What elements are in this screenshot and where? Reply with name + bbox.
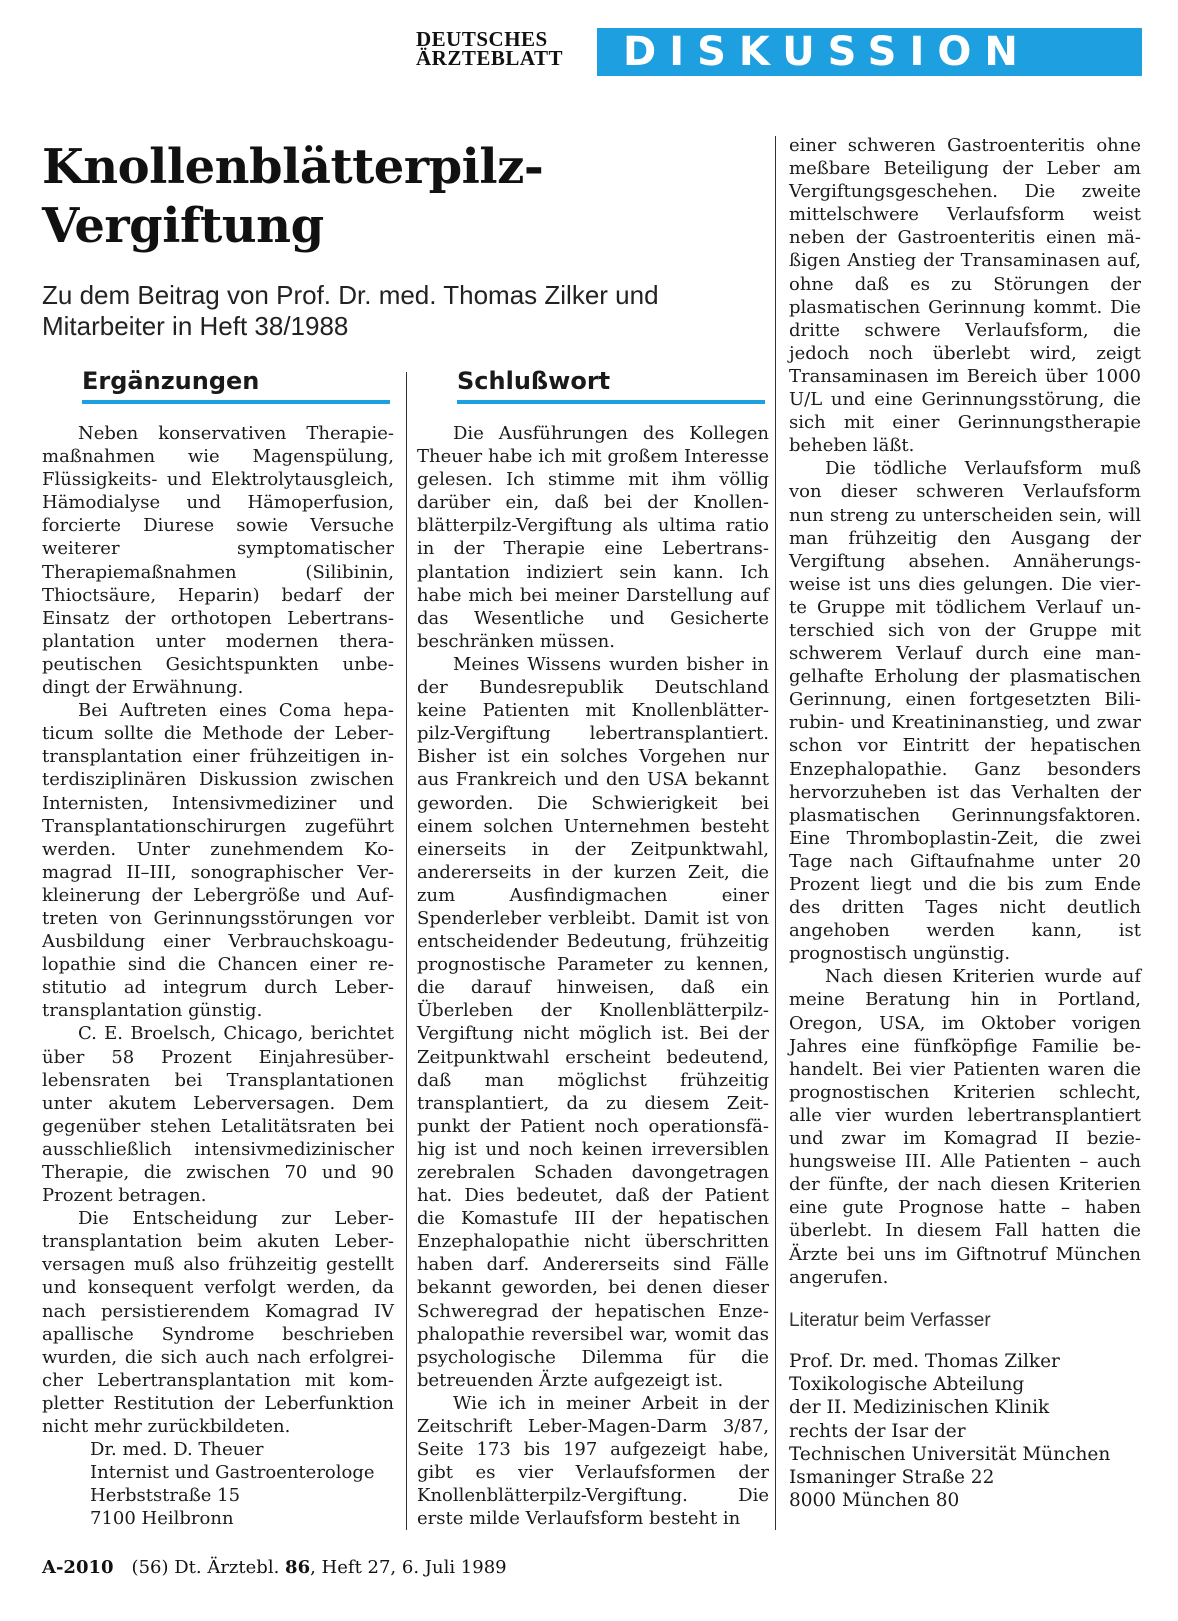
author-address <box>789 1350 1141 1513</box>
citation-suffix: , Heft 27, 6. Juli 1989 <box>310 1557 507 1578</box>
citation-prefix: (56) Dt. Ärztebl. <box>131 1557 280 1578</box>
author-signature <box>42 1438 394 1530</box>
masthead <box>416 27 563 70</box>
paragraph: Meines Wissens wurden bisher in der Bundesrepublik Deutschland keine Patienten mit Knollenblätterpilz-Vergiftung lebertransplantiert. Bisher ist ein solches Vorgehen nur aus Frankreich und den USA bekannt geworden. Die Schwierigkeit bei einem solchen Unternehmen besteht einerseits in der Zeitpunktwahl, andererseits in der kurzen Zeit, die zum Ausfindigmachen einer Spenderleber verbleibt. Damit ist von entscheidender Bedeutung, frühzeitig prognostische Parameter zu kennen, die darauf hinweisen, daß ein Überleben der Knollenblätterpilz-Vergiftung nicht möglich ist. Bei der Zeitpunktwahl erscheint bedeutend, daß man möglichst frühzeitig transplantiert, da zu diesem Zeitpunkt der Patient noch operationsfähig ist und noch keinen irreversiblen zerebralen Schaden davongetragen hat. Dies bedeutet, daß der Patient die Komastufe III der hepatischen Enzephalopathie nicht überschritten haben darf. Andererseits sind Fälle bekannt geworden, bei denen dieser Schweregrad der hepatischen Enzephalopathie reversibel war, womit das psychologische Dilemma für die betreuenden Ärzte aufgezeigt ist. <box>417 653 769 1391</box>
paragraph: Die Ausführungen des Kollegen Theuer habe ich mit großem Interesse gelesen. Ich stimme mit ihm völlig darüber ein, daß bei der Knollenblätterpilz-Vergiftung als ultima ratio in der Therapie eine Lebertransplantation indiziert sein kann. Ich habe mich bei meiner Darstellung auf das Wesentliche und Gesicherte beschränken müssen. <box>417 423 769 652</box>
address-line: rechts der Isar der <box>789 1420 966 1442</box>
signature-line: Dr. med. D. Theuer <box>90 1439 264 1461</box>
signature-line: Herbststraße 15 <box>90 1485 241 1507</box>
paragraph: Die Entscheidung zur Lebertransplantation beim akuten Leberversagen muß also frühzeitig gestellt und konsequent verfolgt werden, da nach persistierendem Komagrad IV apallische Syndrome beschrieben wurden, die sich auch nach erfolgreicher Lebertransplantation mit kompletter Restitution der Leberfunktion nicht mehr zurückbildeten. <box>42 1208 394 1438</box>
section-heading-erganzungen: Ergänzungen <box>82 366 390 404</box>
article-subtitle: Zu dem Beitrag von Prof. Dr. med. Thomas Zilker und Mitarbeiter in Heft 38/1988 <box>42 280 659 341</box>
paragraph: Nach diesen Kriterien wurde auf meine Beratung hin in Portland, Oregon, USA, im Oktober vorigen Jahres eine fünfköpfige Familie behandelt. Bei vier Patienten waren die prognostischen Kriterien schlecht, alle vier wurden lebertransplantiert und zwar im Komagrad II beziehungsweise III. Alle Patienten – auch der fünfte, der nach diesen Kriterien eine gute Prognose hatte – haben überlebt. In diesem Fall hatten die Ärzte bei uns im Giftnotruf München angerufen. <box>789 966 1141 1288</box>
literature-note: Literatur beim Verfasser <box>789 1309 991 1331</box>
column-divider <box>406 372 407 1530</box>
column-schlusswort <box>417 366 769 1531</box>
address-line: Ismaninger Straße 22 <box>789 1467 995 1489</box>
paragraph: C. E. Broelsch, Chicago, berichtet über 58 Prozent Einjahresüberlebensraten bei Transplantationen unter akutem Leberversagen. Dem gegenüber stehen Letalitätsraten bei ausschließlich intensivmedizinischer Therapie, die zwischen 70 und 90 Prozent betragen. <box>42 1023 394 1207</box>
address-line: der II. Medizinischen Klinik <box>789 1397 1050 1419</box>
page-number: A-2010 <box>42 1557 114 1578</box>
article-title: Knollenblätterpilz-Vergiftung <box>42 139 544 254</box>
paragraph-continuation: einer schweren Gastroenteritis ohne meßbare Beteiligung der Leber am Vergiftungsgeschehen. Die zweite mittelschwere Verlaufsform weist neben der Gastroenteritis einen mäßigen Anstieg der Transaminasen auf, ohne daß es zu Störungen der plasmatischen Gerinnung kommt. Die dritte schwere Verlaufsform, die jedoch noch überlebt wird, zeigt Transaminasen im Bereich über 1000 U/L und eine Gerinnungsstörung, die sich mit einer Gerinnungstherapie beheben läßt. <box>789 135 1141 457</box>
address-line: Technischen Universität München <box>789 1443 1111 1465</box>
signature-line: Internist und Gastroenterologe <box>90 1462 375 1484</box>
column-divider <box>775 136 776 1530</box>
address-line: 8000 München 80 <box>789 1490 960 1512</box>
signature-line: 7100 Heilbronn <box>90 1508 234 1530</box>
column-schlusswort-continued <box>789 134 1141 1513</box>
paragraph: Wie ich in meiner Arbeit in der Zeitschrift Leber-Magen-Darm 3/87, Seite 173 bis 197 aufgezeigt habe, gibt es vier Verlaufsformen der Knollenblätterpilz-Vergiftung. Die erste milde Verlaufsform besteht in <box>417 1392 769 1530</box>
masthead-line-2: ÄRZTEBLATT <box>416 46 563 70</box>
address-line: Prof. Dr. med. Thomas Zilker <box>789 1350 1060 1372</box>
address-line: Toxikologische Abteilung <box>789 1373 1025 1395</box>
paragraph: Die tödliche Verlaufsform muß von dieser schweren Verlaufsform nun streng zu unterscheiden sein, will man frühzeitig den Ausgang der Vergiftung absehen. Annäherungsweise ist uns dies gelungen. Die vierte Gruppe mit tödlichem Verlauf unterschied sich von der Gruppe mit schwerem Verlauf durch eine mangelhafte Erholung der plasmatischen Gerinnung, einen fortgesetzten Bilirubin- und Kreatininanstieg, und zwar schon vor Eintritt der hepatischen Enzephalopathie. Ganz besonders hervorzuheben ist das Verhalten der plasmatischen Gerinnungsfaktoren. Eine Thromboplastin-Zeit, die zwei Tage nach Giftaufnahme unter 20 Prozent liegt und die bis zum Ende des dritten Tages nicht deutlich angehoben werden kann, ist prognostisch ungünstig. <box>789 458 1141 965</box>
page-footer <box>42 1557 507 1578</box>
citation-volume: 86 <box>285 1557 311 1578</box>
masthead-line-1: DEUTSCHES <box>416 27 548 51</box>
paragraph: Bei Auftreten eines Coma hepaticum sollte die Methode der Lebertransplantation einer frühzeitigen interdisziplinären Diskussion zwischen Internisten, Intensivmediziner und Transplantationschirurgen zugeführt werden. Unter zunehmendem Komagrad II–III, sonographischer Verkleinerung der Lebergröße und Auftreten von Gerinnungsstörungen vor Ausbildung einer Verbrauchskoagulopathie sind die Chancen einer restitutio ad integrum durch Lebertransplantation günstig. <box>42 700 394 1022</box>
section-heading-schlusswort: Schlußwort <box>457 366 765 404</box>
rubric-banner: DISKUSSION <box>597 28 1142 76</box>
column-erganzungen <box>42 366 394 1531</box>
paragraph: Neben konservativen Therapiemaßnahmen wie Magenspülung, Flüssigkeits- und Elektrolytausgleich, Hämodialyse und Hämoperfusion, forcierte Diurese sowie Versuche weiterer symptomatischer Therapiemaßnahmen (Silibinin, Thioctsäure, Heparin) bedarf der Einsatz der orthotopen Lebertransplantation unter modernen therapeutischen Gesichtspunkten unbedingt der Erwähnung. <box>42 423 394 699</box>
